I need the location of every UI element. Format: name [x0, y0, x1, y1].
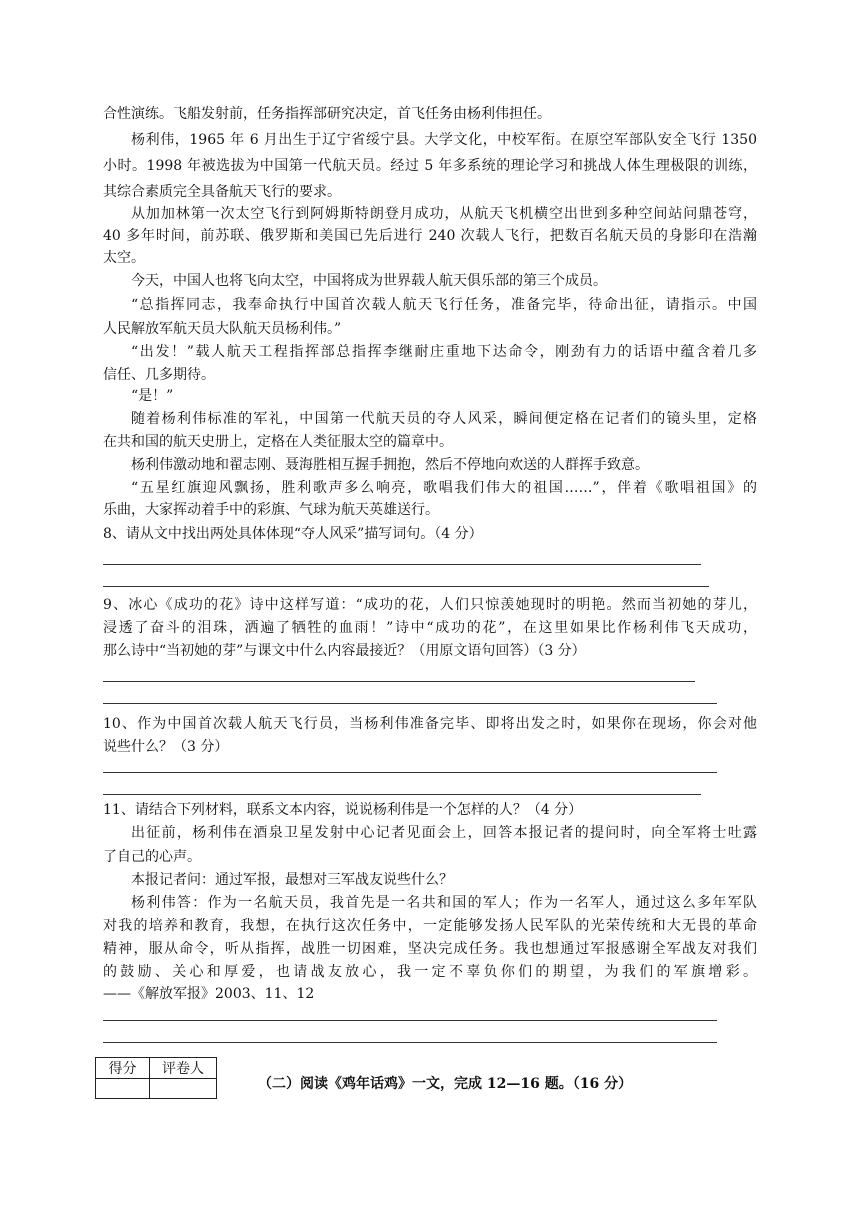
material-source: ——《解放军报》2003、11、12	[103, 986, 315, 1002]
question-9: 浸透了奋斗的泪珠，洒遍了牺牲的血雨！”诗中“成功的花”，在这里如果比作杨利伟飞天成功，	[103, 620, 757, 636]
material-line: 了自己的心声。	[103, 849, 201, 865]
passage-line: “是！”	[131, 388, 174, 404]
answer-line[interactable]	[103, 1042, 717, 1043]
passage-line: 人民解放军航天员大队航天员杨利伟。”	[103, 321, 342, 337]
passage-line: 今天，中国人也将飞向太空，中国将成为世界载人航天俱乐部的第三个成员。	[131, 273, 607, 289]
passage-line: 其综合素质完全具备航天飞行的要求。	[103, 184, 341, 200]
answer-line[interactable]	[103, 681, 695, 682]
passage-line: 杨利伟，1965 年 6 月出生于辽宁省绥宁县。大学文化，中校军衔。在原空军部队安全飞行 1350	[131, 132, 757, 148]
passage-line: “总指挥同志，我奉命执行中国首次载人航天飞行任务，准备完毕，待命出征，请指示。中国	[131, 297, 757, 313]
passage-line: 太空。	[103, 250, 145, 266]
score-cell[interactable]	[96, 1079, 150, 1099]
grader-cell[interactable]	[150, 1079, 217, 1099]
passage-line: “出发！”载人航天工程指挥部总指挥李继耐庄重地下达命令，刚劲有力的话语中蕴含着几多	[131, 344, 757, 360]
answer-line[interactable]	[103, 586, 709, 587]
material-line: 本报记者问：通过军报，最想对三军战友说些什么？	[131, 872, 453, 888]
score-table	[95, 1057, 217, 1099]
question-10: 10、作为中国首次载人航天飞行员，当杨利伟准备完毕、即将出发之时，如果你在现场，你会对他	[103, 716, 757, 732]
material-line: 的鼓励、关心和厚爱，也请战友放心，我一定不辜负你们的期望，为我们的军旗增彩。	[103, 964, 757, 980]
passage-line: 小时。1998 年被选拔为中国第一代航天员。经过 5 年多系统的理论学习和挑战人体生理极限的训练，	[103, 158, 757, 174]
passage-line: 从加加林第一次太空飞行到阿姆斯特朗登月成功，从航天飞机横空出世到多种空间站问鼎苍穹，	[131, 206, 757, 222]
question-8: 8、请从文中找出两处具体体现“夺人风采”描写词句。（4 分）	[103, 526, 483, 542]
passage-line: 合性演练。飞船发射前，任务指挥部研究决定，首飞任务由杨利伟担任。	[103, 106, 551, 122]
answer-line[interactable]	[103, 794, 701, 795]
question-9: 9、冰心《成功的花》诗中这样写道：“成功的花，人们只惊羡她现时的明艳。然而当初她的芽儿，	[103, 597, 757, 613]
passage-line: 乐曲，大家挥动着手中的彩旗、气球为航天英雄送行。	[103, 502, 439, 518]
passage-line: 在共和国的航天史册上，定格在人类征服太空的篇章中。	[103, 434, 453, 450]
question-10: 说些什么？（3 分）	[103, 739, 229, 755]
question-9: 那么诗中“当初她的芽”与课文中什么内容最接近？（用原文语句回答）（3 分）	[103, 643, 586, 659]
material-line: 出征前，杨利伟在酒泉卫星发射中心记者见面会上，回答本报记者的提问时，向全军将士吐露	[131, 825, 757, 841]
question-11: 11、请结合下列材料，联系文本内容，说说杨利伟是一个怎样的人？（4 分）	[103, 802, 583, 818]
grader-header: 评卷人	[150, 1058, 217, 1079]
answer-line[interactable]	[103, 1020, 717, 1021]
material-line: 对我的培养和教育，我想，在执行这次任务中，一定能够发扬人民军队的光荣传统和大无畏的革命	[103, 918, 757, 934]
passage-line: 信任、几多期待。	[103, 367, 215, 383]
answer-line[interactable]	[103, 772, 717, 773]
section-title: （二）阅读《鸡年话鸡》一文，完成 12—16 题。（16 分）	[258, 1076, 633, 1092]
material-line: 精神，服从命令，听从指挥，战胜一切困难，坚决完成任务。我也想通过军报感谢全军战友对我们	[103, 941, 757, 957]
passage-line: 杨利伟激动地和翟志刚、聂海胜相互握手拥抱，然后不停地向欢送的人群挥手致意。	[131, 457, 649, 473]
score-header: 得分	[96, 1058, 150, 1079]
passage-line: 40 多年时间，前苏联、俄罗斯和美国已先后进行 240 次载人飞行，把数百名航天员的身影印在浩瀚	[103, 228, 757, 244]
answer-line[interactable]	[103, 703, 717, 704]
answer-line[interactable]	[103, 564, 701, 565]
material-line: 杨利伟答：作为一名航天员，我首先是一名共和国的军人；作为一名军人，通过这么多年军队	[131, 895, 757, 911]
passage-line: “五星红旗迎风飘扬，胜利歌声多么响亮，歌唱我们伟大的祖国……”，伴着《歌唱祖国》的	[131, 480, 757, 496]
passage-line: 随着杨利伟标准的军礼，中国第一代航天员的夺人风采，瞬间便定格在记者们的镜头里，定格	[131, 411, 757, 427]
